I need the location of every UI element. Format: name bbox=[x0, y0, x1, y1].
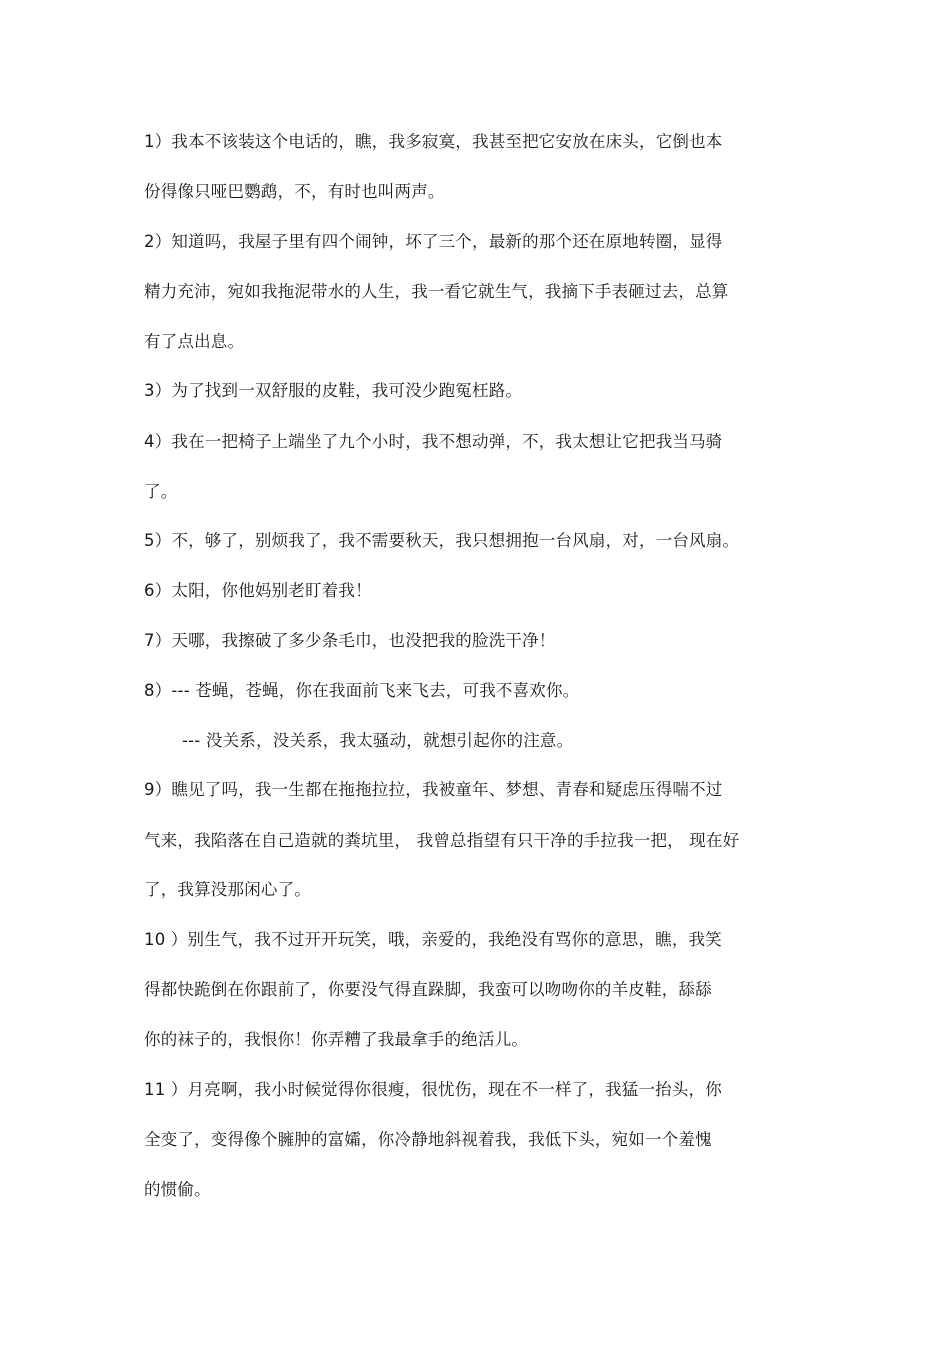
text-line: --- 没关系，没关系，我太骚动，就想引起你的注意。 bbox=[182, 731, 574, 750]
text-line: 6）太阳，你他妈别老盯着我！ bbox=[144, 581, 372, 600]
text-line: 你的袜子的，我恨你！你弄糟了我最拿手的绝活儿。 bbox=[144, 1030, 529, 1049]
text-line: 有了点出息。 bbox=[144, 332, 245, 351]
text-line: 4）我在一把椅子上端坐了九个小时，我不想动弹，不，我太想让它把我当马骑 bbox=[144, 432, 723, 451]
text-line: 8）--- 苍蝇，苍蝇，你在我面前飞来飞去，可我不喜欢你。 bbox=[144, 681, 580, 700]
text-line: 9）瞧见了吗，我一生都在拖拖拉拉，我被童年、梦想、青春和疑虑压得喘不过 bbox=[144, 780, 723, 799]
text-line: 了。 bbox=[144, 482, 178, 501]
text-line: 3）为了找到一双舒服的皮鞋，我可没少跑冤枉路。 bbox=[144, 381, 523, 400]
text-line: 1）我本不该装这个电话的，瞧，我多寂寞，我甚至把它安放在床头，它倒也本 bbox=[144, 132, 723, 151]
text-line: 了，我算没那闲心了。 bbox=[144, 880, 311, 899]
text-line: 5）不，够了，别烦我了，我不需要秋天，我只想拥抱一台风扇，对，一台风扇。 bbox=[144, 531, 740, 550]
text-line: 得都快跪倒在你跟前了，你要没气得直跺脚，我蛮可以吻吻你的羊皮鞋，舔舔 bbox=[144, 980, 712, 999]
text-line: 10 ）别生气，我不过开开玩笑，哦，亲爱的，我绝没有骂你的意思，瞧，我笑 bbox=[144, 930, 722, 949]
text-line: 全变了，变得像个臃肿的富孀，你冷静地斜视着我，我低下头，宛如一个羞愧 bbox=[144, 1130, 712, 1149]
text-line: 精力充沛，宛如我拖泥带水的人生，我一看它就生气，我摘下手表砸过去，总算 bbox=[144, 282, 729, 301]
text-line: 2）知道吗，我屋子里有四个闹钟，坏了三个，最新的那个还在原地转圈，显得 bbox=[144, 232, 723, 251]
text-line: 的惯偷。 bbox=[144, 1180, 211, 1199]
text-line: 11 ）月亮啊，我小时候觉得你很瘦，很忧伤，现在不一样了，我猛一抬头，你 bbox=[144, 1080, 722, 1099]
text-line: 气来，我陷落在自己造就的粪坑里， 我曾总指望有只干净的手拉我一把， 现在好 bbox=[144, 831, 740, 850]
text-line: 7）天哪，我擦破了多少条毛巾，也没把我的脸洗干净！ bbox=[144, 631, 556, 650]
text-line: 份得像只哑巴鹦鹉，不，有时也叫两声。 bbox=[144, 182, 445, 201]
